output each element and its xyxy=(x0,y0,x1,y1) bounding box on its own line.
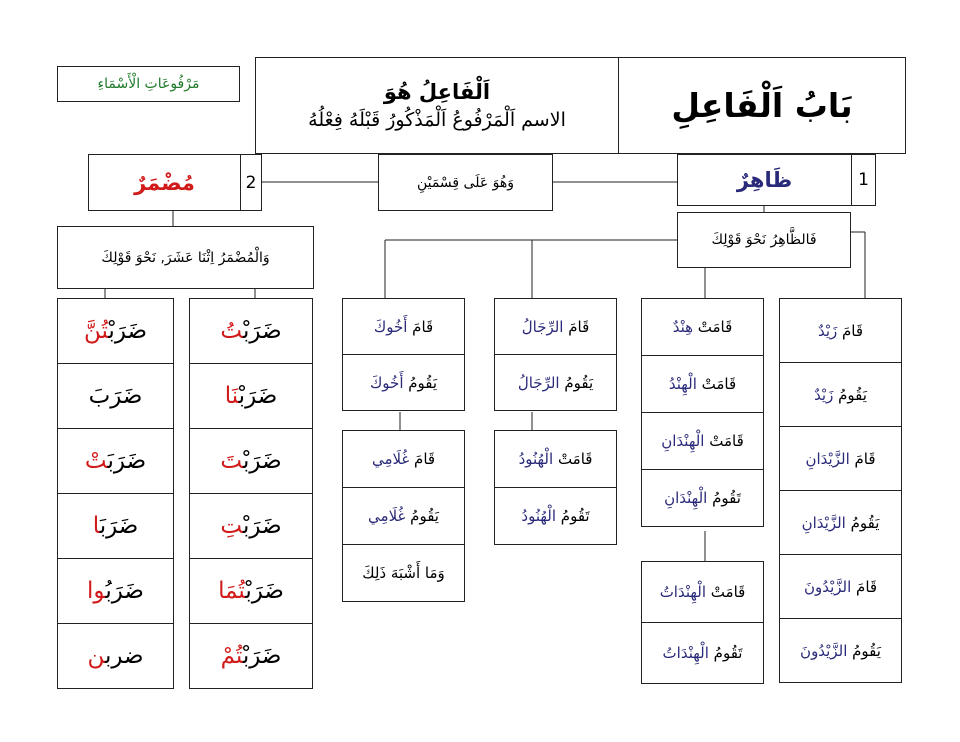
example-highlight: تِ xyxy=(220,513,243,539)
example-cell xyxy=(189,298,313,364)
division-box xyxy=(378,154,553,211)
example-text xyxy=(93,513,139,539)
example-verb: يَقُومُ xyxy=(845,513,880,532)
example-verb: يَقُومُ xyxy=(833,385,867,404)
example-cell xyxy=(494,430,617,488)
example-text xyxy=(663,644,743,662)
example-cell xyxy=(494,487,617,545)
chapter-title xyxy=(618,57,906,154)
example-cell xyxy=(641,298,764,356)
zahir-number xyxy=(851,154,876,206)
example-text xyxy=(802,514,880,532)
example-cell xyxy=(189,558,313,624)
example-text xyxy=(669,375,736,393)
example-text xyxy=(660,583,746,601)
example-cell xyxy=(189,623,313,689)
example-text xyxy=(818,322,863,340)
example-highlight: تَ xyxy=(220,448,243,474)
mudmar-column-left xyxy=(57,298,174,689)
example-cell xyxy=(57,298,174,364)
example-text xyxy=(661,432,744,450)
example-cell xyxy=(779,426,902,491)
example-verb: ضَرَبْ xyxy=(242,448,282,474)
example-verb: قَامَتْ xyxy=(553,450,593,468)
example-highlight: أَخُوكَ xyxy=(373,317,408,336)
example-highlight: ا xyxy=(92,513,100,539)
zahir-label xyxy=(677,154,852,206)
example-verb: قَامَتْ xyxy=(706,583,746,601)
example-verb: يَقُومُ xyxy=(405,507,439,525)
example-highlight: الْهِنْدَانِ xyxy=(661,432,705,450)
example-highlight: تْ xyxy=(84,448,108,474)
example-text xyxy=(522,318,590,336)
example-cell xyxy=(57,558,174,624)
example-cell xyxy=(641,412,764,470)
example-verb: يَقُومُ xyxy=(403,373,438,392)
chapter-title-text: بَابُ اَلْفَاعِلِ xyxy=(671,86,853,125)
example-highlight: ن xyxy=(87,643,105,669)
definition-line2: الاسم اَلْمَرْفُوعُ اَلْمَذْكُورُ قَبْلَهُ فِعْلُهُ xyxy=(308,108,566,131)
example-cell xyxy=(779,298,902,363)
example-cell xyxy=(57,428,174,494)
example-text xyxy=(85,448,146,474)
zahir-column-rijal-a xyxy=(494,298,617,411)
example-highlight: الْهِنْدَاتُ xyxy=(662,644,709,662)
example-verb: ضرب xyxy=(104,643,144,669)
example-text xyxy=(225,383,278,409)
example-verb: يَقُومُ xyxy=(847,641,881,660)
example-highlight: تُمْ xyxy=(220,643,243,669)
example-cell xyxy=(57,623,174,689)
mudmar-explain-text: وَالْمُضْمَرُ اِثْنَا عَشَرَ, نَحْوَ قَوْلِكَ xyxy=(101,249,270,266)
example-highlight: غُلَامِي xyxy=(371,450,410,468)
mudmar-explain xyxy=(57,226,314,289)
example-verb: قَامَتْ xyxy=(693,318,733,336)
example-cell xyxy=(641,355,764,413)
example-verb: ضَرَبَ xyxy=(107,448,147,474)
example-text xyxy=(221,643,282,669)
example-cell xyxy=(641,561,764,623)
example-cell xyxy=(779,618,902,683)
example-cell xyxy=(57,493,174,559)
example-text xyxy=(519,450,593,468)
example-text xyxy=(218,578,284,604)
example-highlight: الزَّيْدَانِ xyxy=(805,449,850,468)
mudmar-label-text: مُضْمَرٌ xyxy=(134,170,195,195)
example-cell xyxy=(342,544,465,602)
example-cell xyxy=(342,298,465,355)
definition-line1: اَلْفَاعِلُ هُوَ xyxy=(383,79,491,104)
zahir-label-text: ظَاهِرٌ xyxy=(736,168,793,192)
example-highlight: الزَّيْدُونَ xyxy=(800,641,848,660)
example-cell xyxy=(779,554,902,619)
example-cell xyxy=(641,622,764,684)
example-verb: ضَرَبْ xyxy=(242,643,282,669)
zahir-explain-text: فَالظَّاهِرُ نَحْوَ قَوْلِكَ xyxy=(711,232,817,248)
category-tag xyxy=(57,66,240,102)
example-highlight: الْهُنُودُ xyxy=(518,450,554,468)
zahir-column-zayd xyxy=(779,298,902,683)
example-text xyxy=(800,642,881,660)
example-cell xyxy=(189,428,313,494)
example-highlight: الزَّيْدُونَ xyxy=(803,577,852,596)
example-verb: ضَرَبَ xyxy=(99,513,139,539)
example-text xyxy=(87,578,144,604)
example-text xyxy=(518,374,593,392)
example-text xyxy=(804,578,877,596)
example-text xyxy=(84,318,147,344)
zahir-explain xyxy=(677,212,851,268)
example-highlight: تُنَّ xyxy=(83,318,109,344)
example-text xyxy=(220,513,281,539)
example-verb: وَمَا أَشْبَهَ ذَلِكَ xyxy=(362,564,445,582)
example-verb: تَقُومُ xyxy=(708,644,743,662)
category-tag-text: مَرْفُوعَاتِ الْأَسْمَاءِ xyxy=(97,76,200,92)
zahir-column-hind-a xyxy=(641,298,764,527)
example-cell xyxy=(494,298,617,355)
example-cell xyxy=(189,493,313,559)
example-highlight: أَخُوكَ xyxy=(369,373,404,392)
example-highlight: زَيْدٌ xyxy=(817,321,838,340)
example-verb: قَامَ xyxy=(837,321,864,340)
example-verb: ضَرَبُ xyxy=(105,578,144,604)
example-cell xyxy=(494,354,617,411)
example-text xyxy=(220,318,281,344)
example-highlight: الْهُنُودُ xyxy=(521,507,557,525)
example-text xyxy=(814,386,867,404)
example-verb: قَامَتْ xyxy=(696,375,737,393)
example-text xyxy=(87,643,143,669)
example-text xyxy=(368,507,439,525)
example-text xyxy=(673,318,733,336)
mudmar-label xyxy=(88,154,241,211)
example-highlight: تُ xyxy=(220,318,243,344)
example-verb: قَامَ xyxy=(407,317,434,336)
example-verb: ضَرَبْ xyxy=(238,383,278,409)
mudmar-column-right xyxy=(189,298,313,689)
zahir-column-hind-b xyxy=(641,561,764,684)
example-highlight: نَا xyxy=(224,383,239,409)
example-cell xyxy=(57,363,174,429)
division-text: وَهُوَ عَلَى قِسْمَيْنِ xyxy=(416,174,515,191)
zahir-column-akhuk-b xyxy=(342,430,465,602)
example-verb: قَامَ xyxy=(849,449,876,468)
example-text xyxy=(362,564,445,582)
example-cell xyxy=(342,354,465,411)
example-text xyxy=(521,507,589,525)
example-text xyxy=(805,450,875,468)
example-highlight: هِنْدٌ xyxy=(672,318,694,336)
example-verb: يَقُومُ xyxy=(559,373,594,392)
example-cell xyxy=(779,490,902,555)
example-verb: قَامَتْ xyxy=(704,432,744,450)
example-verb: ضَرَبْ xyxy=(108,318,148,344)
example-text xyxy=(370,374,437,392)
example-verb: قَامَ xyxy=(563,317,590,336)
example-highlight: وا xyxy=(87,578,106,604)
example-highlight: تُمَا xyxy=(218,578,246,604)
example-highlight: الْهِنْدَانِ xyxy=(664,489,708,507)
example-highlight: الرِّجَالُ xyxy=(517,373,560,392)
definition-box xyxy=(255,57,619,154)
mudmar-number-text: 2 xyxy=(245,172,257,193)
zahir-column-rijal-b xyxy=(494,430,617,545)
example-cell xyxy=(342,430,465,488)
example-verb: تَقُومُ xyxy=(556,507,590,525)
example-highlight: غُلَامِي xyxy=(368,507,406,525)
example-verb: ضَرَبْ xyxy=(242,513,282,539)
mudmar-number xyxy=(240,154,262,211)
example-text xyxy=(372,450,435,468)
example-cell xyxy=(189,363,313,429)
example-text xyxy=(220,448,281,474)
example-highlight: الْهِنْدُ xyxy=(668,375,697,393)
example-verb: ضَرَبْ xyxy=(242,318,282,344)
example-highlight: الْهِنْدَاتُ xyxy=(659,583,707,601)
example-text xyxy=(89,383,143,409)
example-verb: تَقُومُ xyxy=(707,489,741,507)
example-highlight: الزَّيْدَانِ xyxy=(801,513,846,532)
zahir-column-akhuk-a xyxy=(342,298,465,411)
example-highlight: زَيْدٌ xyxy=(814,385,834,404)
example-cell xyxy=(779,362,902,427)
example-text xyxy=(374,318,433,336)
example-verb: ضَرَبَ xyxy=(88,383,143,409)
example-cell xyxy=(342,487,465,545)
example-verb: ضَرَبْ xyxy=(245,578,284,604)
example-verb: قَامَ xyxy=(851,577,878,596)
example-text xyxy=(664,489,741,507)
example-highlight: الرِّجَالُ xyxy=(521,317,564,336)
example-cell xyxy=(641,469,764,527)
zahir-number-text: 1 xyxy=(858,170,869,190)
example-verb: قَامَ xyxy=(409,450,436,468)
